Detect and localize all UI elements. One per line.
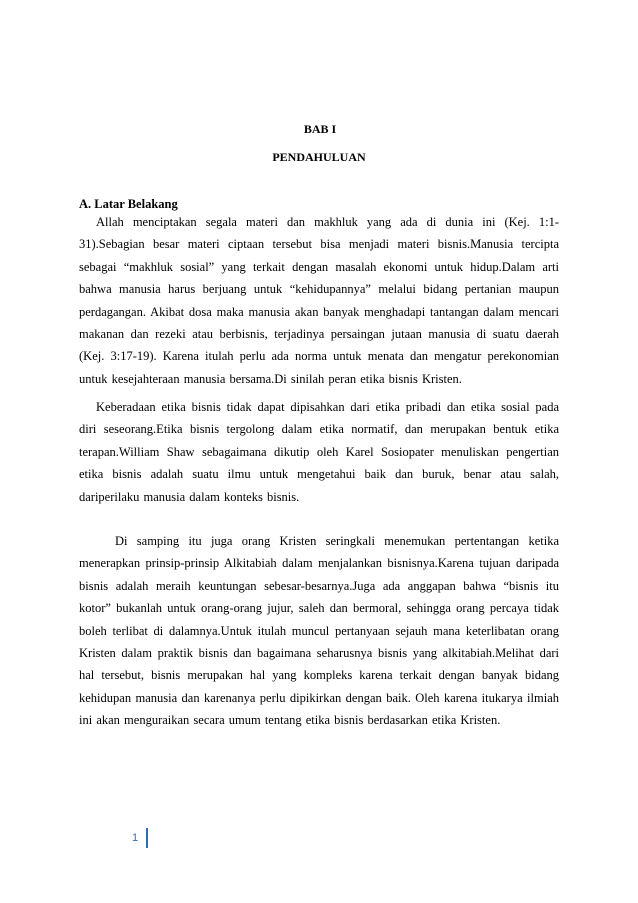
chapter-title: PENDAHULUAN (272, 150, 366, 164)
paragraph-3: Di samping itu juga orang Kristen seringkali menemukan pertentangan ketika menerapkan prinsip-prinsip Alkitabiah dalam menjalankan bisnisnya.Karena tujuan daripada bisnis adalah meraih keuntungan sebesar-besarnya.Juga ada anggapan bahwa “bisnis itu kotor” bukanlah untuk orang-orang jujur, saleh dan bermoral, sehingga orang percaya tidak boleh terlibat di dalamnya.Untuk itulah muncul pertanyaan sejauh mana keterlibatan orang Kristen dalam praktik bisnis dan bagaimana seharusnya bisnis yang alkitabiah.Melihat dari hal tersebut, bisnis merupakan hal yang kompleks karena terkait dengan banyak bidang kehidupan manusia dan karenanya perlu dipikirkan dengan baik. Oleh karena itukarya ilmiah ini akan menguraikan secara umum tentang etika bisnis berdasarkan etika Kristen. (79, 534, 559, 728)
section-title: A. Latar Belakang (79, 197, 178, 211)
page-footer (132, 828, 148, 848)
chapter-heading: BAB I (303, 122, 337, 136)
paragraph-3-container (79, 530, 559, 732)
paragraph-1: Allah menciptakan segala materi dan makhluk yang ada di dunia ini (Kej. 1:1-31).Sebagian besar materi ciptaan tersebut bisa menjadi materi bisnis.Manusia tercipta sebagai “makhluk sosial” yang terkait dengan masalah ekonomi untuk hidup.Dalam arti bahwa manusia harus berjuang untuk “kehidupannya” melalui bidang pertanian maupun perdagangan. Akibat dosa maka manusia akan banyak menghadapi tantangan dalam mencari makanan dan rezeki atau berbisnis, terjadinya persaingan jutaan manusia di suatu daerah (Kej. 3:17-19). Karena itulah perlu ada norma untuk menata dan mengatur perekonomian untuk kesejahteraan manusia bersama.Di sinilah peran etika bisnis Kristen. (79, 215, 559, 386)
paragraph-2: Keberadaan etika bisnis tidak dapat dipisahkan dari etika pribadi dan etika sosial pada diri seseorang.Etika bisnis tergolong dalam etika normatif, dan merupakan bentuk etika terapan.William Shaw sebagaimana dikutip oleh Karel Sosiopater menuliskan pengertian etika bisnis adalah suatu ilmu untuk mengetahui baik dan buruk, benar atau salah, dariperilaku manusia dalam konteks bisnis. (79, 400, 559, 504)
footer-rule (146, 828, 148, 848)
paragraph-2-container (79, 396, 559, 508)
page-number: 1 (132, 832, 139, 844)
paragraph-1-container (79, 211, 559, 390)
